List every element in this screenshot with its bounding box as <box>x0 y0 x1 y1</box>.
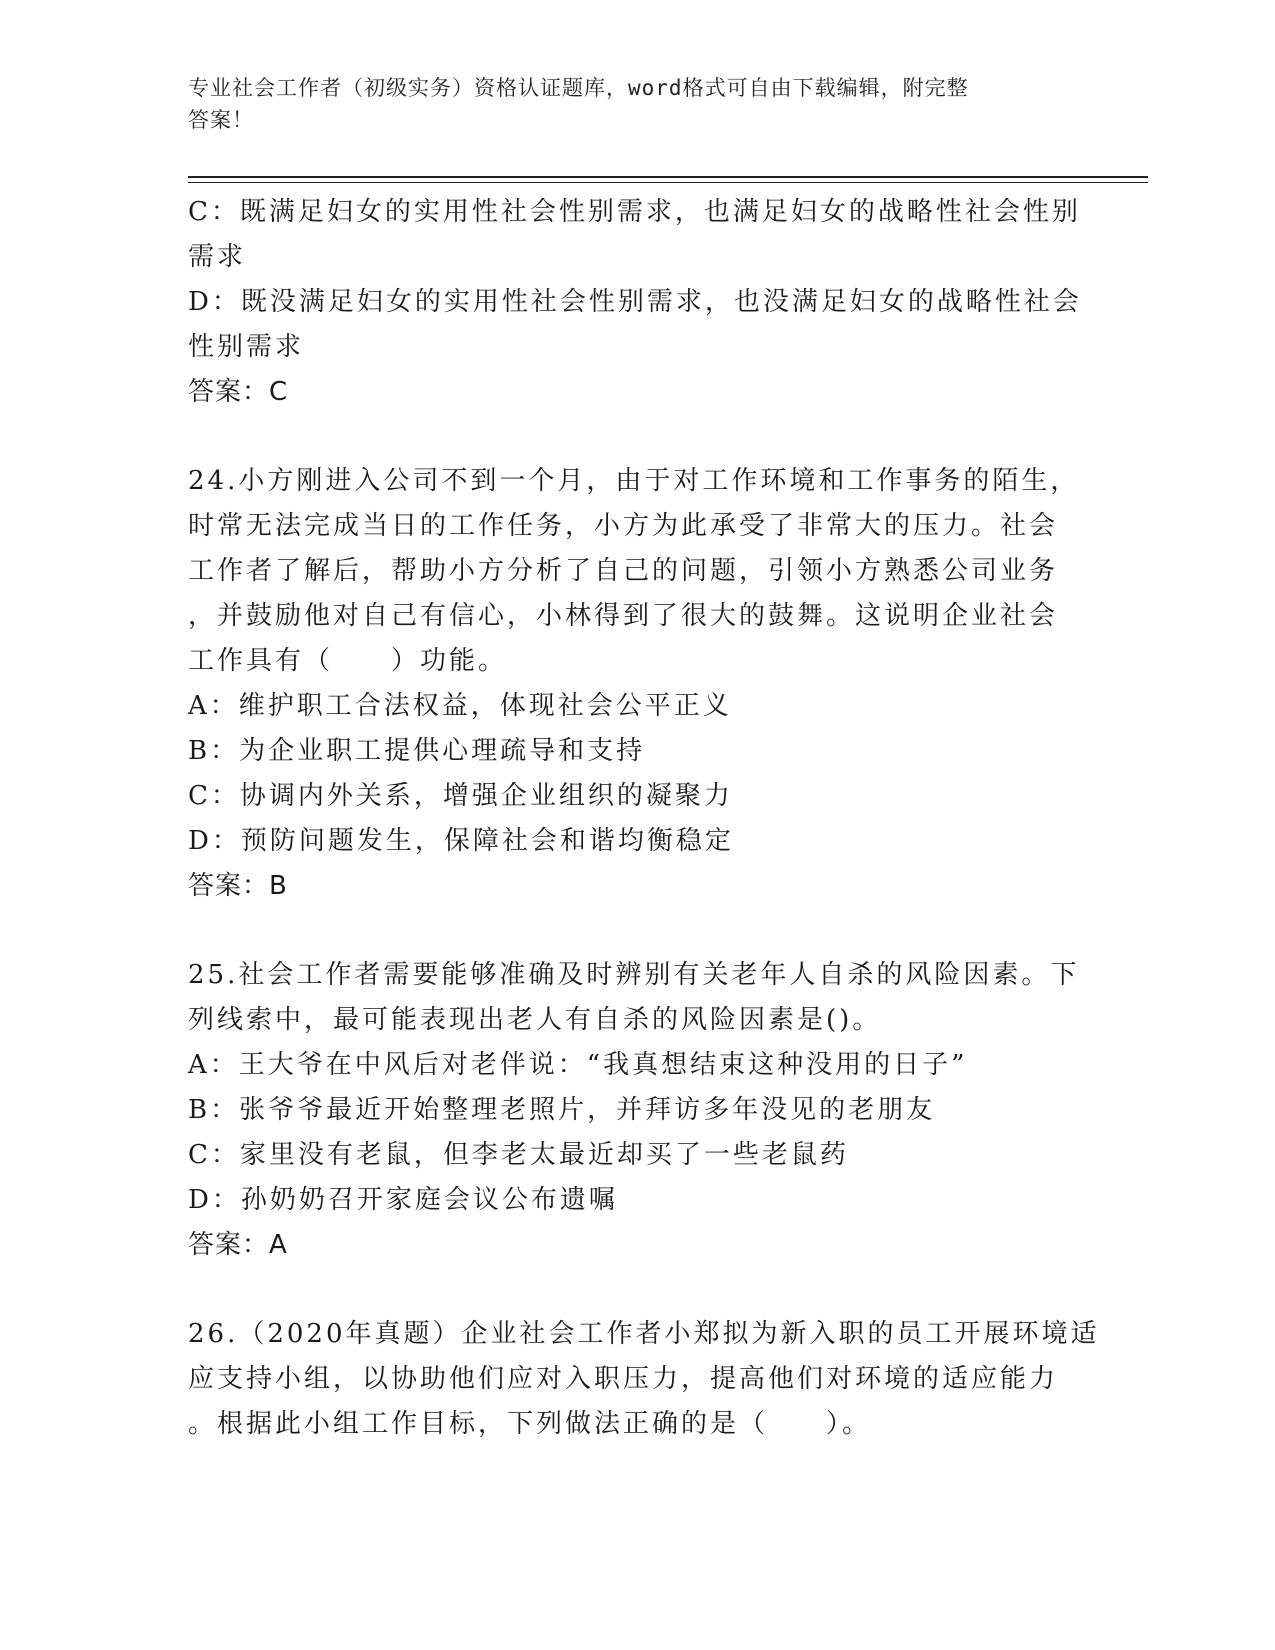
question-stem: 工作者了解后，帮助小方分析了自己的问题，引领小方熟悉公司业务 <box>188 556 1059 586</box>
question-26 <box>188 1312 1100 1447</box>
question-stem: ，并鼓励他对自己有信心，小林得到了很大的鼓舞。这说明企业社会 <box>188 601 1059 631</box>
option-c-continued: 需求 <box>188 242 247 272</box>
option-c: C：既满足妇女的实用性社会性别需求，也满足妇女的战略性社会性别 <box>188 197 1081 227</box>
spacer <box>188 909 1088 953</box>
option-d-continued: 性别需求 <box>188 332 305 362</box>
header-line-2: 答案！ <box>188 108 254 132</box>
question-23-continued <box>188 190 1088 415</box>
answer: 答案：C <box>188 377 289 407</box>
document-body <box>188 190 1100 1447</box>
header-divider-thin <box>188 182 1148 183</box>
header-divider-thick <box>188 176 1148 178</box>
question-stem: 。根据此小组工作目标，下列做法正确的是（ ）。 <box>188 1409 872 1439</box>
option-c: C：协调内外关系，增强企业组织的凝聚力 <box>188 781 733 811</box>
header-line-1: 专业社会工作者（初级实务）资格认证题库，word格式可自由下载编辑，附完整 <box>188 76 969 100</box>
page-header <box>188 72 1068 136</box>
question-stem: 26.（2020年真题）企业社会工作者小郑拟为新入职的员工开展环境适 <box>188 1319 1100 1349</box>
question-stem: 时常无法完成当日的工作任务，小方为此承受了非常大的压力。社会 <box>188 511 1059 541</box>
question-stem: 列线索中，最可能表现出老人有自杀的风险因素是()。 <box>188 1005 882 1035</box>
answer: 答案：A <box>188 1230 288 1260</box>
question-stem: 应支持小组，以协助他们应对入职压力，提高他们对环境的适应能力 <box>188 1364 1059 1394</box>
option-d: D：预防问题发生，保障社会和谐均衡稳定 <box>188 826 734 856</box>
option-a: A：王大爷在中风后对老伴说：“我真想结束这种没用的日子” <box>188 1050 968 1080</box>
question-stem: 24.小方刚进入公司不到一个月，由于对工作环境和工作事务的陌生， <box>188 466 1080 496</box>
option-b: B：为企业职工提供心理疏导和支持 <box>188 736 646 766</box>
option-c: C：家里没有老鼠，但李老太最近却买了一些老鼠药 <box>188 1140 849 1170</box>
question-24 <box>188 459 1088 909</box>
option-b: B：张爷爷最近开始整理老照片，并拜访多年没见的老朋友 <box>188 1095 936 1125</box>
question-stem: 25.社会工作者需要能够准确及时辨别有关老年人自杀的风险因素。下 <box>188 960 1080 990</box>
spacer <box>188 1268 1088 1312</box>
question-25 <box>188 953 1088 1268</box>
spacer <box>188 415 1088 459</box>
option-a: A：维护职工合法权益，体现社会公平正义 <box>188 691 732 721</box>
question-stem: 工作具有（ ）功能。 <box>188 646 508 676</box>
answer: 答案：B <box>188 871 288 901</box>
option-d: D：孙奶奶召开家庭会议公布遗嘱 <box>188 1185 618 1215</box>
option-d: D：既没满足妇女的实用性社会性别需求，也没满足妇女的战略性社会 <box>188 287 1082 317</box>
